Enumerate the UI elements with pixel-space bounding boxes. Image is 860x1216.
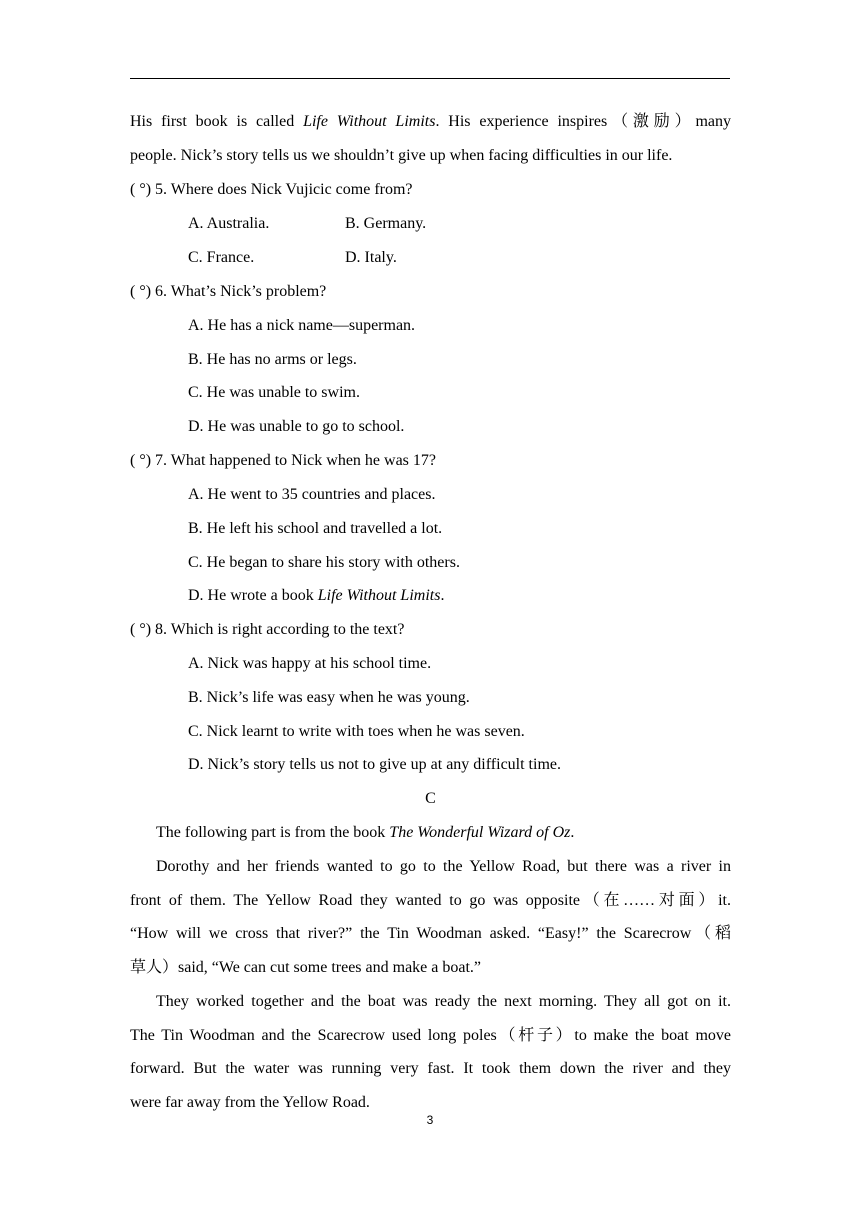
question-5-option-d: D. Italy. — [345, 249, 397, 266]
question-5-stem: ( °) 5. Where does Nick Vujicic come from? — [130, 181, 413, 198]
header-rule — [130, 78, 730, 79]
page-number: 3 — [426, 1113, 434, 1127]
question-6-option-d: D. He was unable to go to school. — [188, 418, 405, 435]
question-8-option-a: A. Nick was happy at his school time. — [188, 655, 432, 672]
question-5-option-b: B. Germany. — [345, 215, 427, 232]
paragraph-line: were far away from the Yellow Road. — [130, 1094, 370, 1111]
paragraph-line: They worked together and the boat was ready the next morning. They all got on it. — [156, 993, 731, 1010]
question-8-option-b: B. Nick’s life was easy when he was young. — [188, 689, 470, 706]
question-6-option-b: B. He has no arms or legs. — [188, 351, 357, 368]
question-6-stem: ( °) 6. What’s Nick’s problem? — [130, 283, 327, 300]
passage-line: His first book is called Life Without Limits. His experience inspires（激励）many — [130, 113, 731, 130]
paragraph-line: “How will we cross that river?” the Tin Woodman asked. “Easy!” the Scarecrow（稻 — [130, 925, 731, 942]
section-intro: The following part is from the book The Wonderful Wizard of Oz. — [156, 824, 575, 841]
paragraph-line: Dorothy and her friends wanted to go to the Yellow Road, but there was a river in — [156, 858, 731, 875]
question-7-option-d: D. He wrote a book Life Without Limits. — [188, 587, 445, 604]
question-8-option-d: D. Nick’s story tells us not to give up at any difficult time. — [188, 756, 561, 773]
paragraph-line: forward. But the water was running very fast. It took them down the river and they — [130, 1060, 731, 1077]
question-7-option-c: C. He began to share his story with others. — [188, 554, 460, 571]
question-7-stem: ( °) 7. What happened to Nick when he was 17? — [130, 452, 437, 469]
question-6-option-a: A. He has a nick name—superman. — [188, 317, 416, 334]
paragraph-line: 草人）said, “We can cut some trees and make a boat.” — [130, 959, 482, 976]
passage-line: people. Nick’s story tells us we shouldn’t give up when facing difficulties in our life. — [130, 147, 673, 164]
question-8-stem: ( °) 8. Which is right according to the text? — [130, 621, 405, 638]
question-5-option-a: A. Australia. — [188, 215, 270, 232]
question-6-option-c: C. He was unable to swim. — [188, 384, 360, 401]
question-8-option-c: C. Nick learnt to write with toes when he was seven. — [188, 723, 525, 740]
paragraph-line: front of them. The Yellow Road they wanted to go was opposite（在……对面）it. — [130, 892, 731, 909]
section-heading: C — [425, 790, 436, 807]
question-5-option-c: C. France. — [188, 249, 255, 266]
question-7-option-a: A. He went to 35 countries and places. — [188, 486, 436, 503]
paragraph-line: The Tin Woodman and the Scarecrow used long poles（杆子）to make the boat move — [130, 1027, 731, 1044]
question-7-option-b: B. He left his school and travelled a lot. — [188, 520, 443, 537]
